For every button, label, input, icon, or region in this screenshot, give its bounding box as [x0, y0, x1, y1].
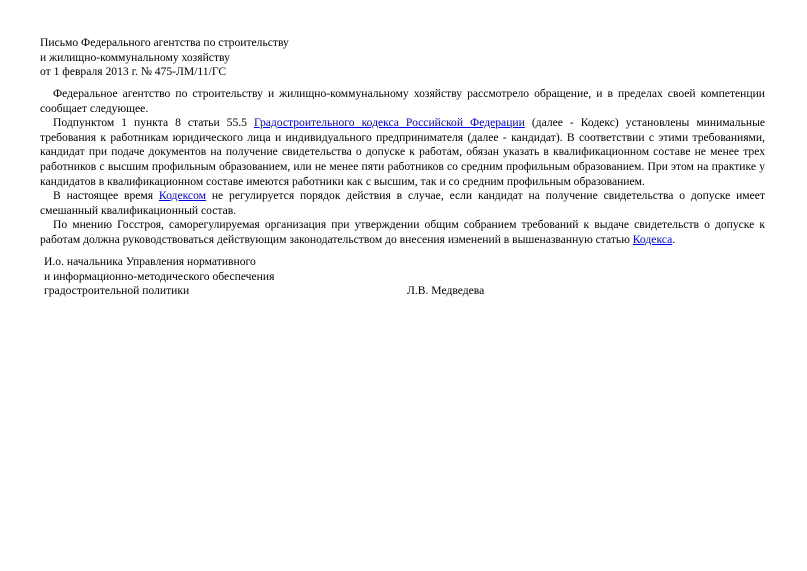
letter-body	[40, 87, 765, 248]
paragraph-4	[40, 218, 765, 247]
paragraph-1-text: Федеральное агентство по строительству и жилищно-коммунальному хозяйству рассмотрело обращение, и в пределах своей компетенции сообщает следующее.	[40, 87, 765, 115]
paragraph-2-text-after: (далее - Кодекс) установлены минимальные требования к работникам юридического лица и индивидуального предпринимателя (далее - кандидат). В соответствии с этими требованиями, кандидат при подаче документов на получение свидетельства о допуске к работам, обязан указать в квалификационном составе не менее трех работников с высшим профильным образованием, или не менее пяти работников со средним профильным образованием. При этом на практике у кандидатов в квалификационном составе имеются работники как с высшим, так и со средним профильным образованием.	[40, 116, 766, 188]
signature-line-2: и информационно-методического обеспечения	[44, 269, 275, 283]
paragraph-2-text-before: Подпунктом 1 пункта 8 статьи 55.5	[53, 116, 254, 130]
signature-position: градостроительной политики	[44, 284, 190, 298]
header-line-1: Письмо Федерального агентства по строительству	[40, 36, 289, 49]
link-gradostroitelny-kodeks[interactable]: Градостроительного кодекса Российской Федерации	[253, 116, 525, 130]
header-line-2: и жилищно-коммунальному хозяйству	[40, 50, 230, 64]
paragraph-3	[40, 189, 765, 218]
link-kodeksa[interactable]: Кодекса	[632, 232, 673, 246]
signature-line-3	[44, 284, 544, 299]
paragraph-2	[40, 116, 765, 189]
paragraph-4-text-before: По мнению Госстроя, саморегулируемая организация при утверждении общим собранием требований к выдаче свидетельств о допуске к работам должна руководствоваться действующим законодательством до внесения изменений в вышеназванную статью	[40, 218, 765, 246]
letter-header	[40, 36, 289, 80]
paragraph-4-text-after: .	[672, 232, 676, 246]
header-line-3: от 1 февраля 2013 г. № 475-ЛМ/11/ГС	[40, 65, 227, 79]
signatory-name: Л.В. Медведева	[407, 284, 485, 298]
link-kodeksom[interactable]: Кодексом	[158, 189, 206, 203]
signature-line-1: И.о. начальника Управления нормативного	[44, 255, 256, 268]
paragraph-3-text-before: В настоящее время	[53, 189, 159, 203]
signature-block	[44, 255, 544, 299]
paragraph-1	[40, 87, 765, 116]
paragraph-3-text-after: не регулируется порядок действия в случае, если кандидат на получение свидетельства о допуске имеет смешанный квалификационный состав.	[40, 189, 765, 217]
